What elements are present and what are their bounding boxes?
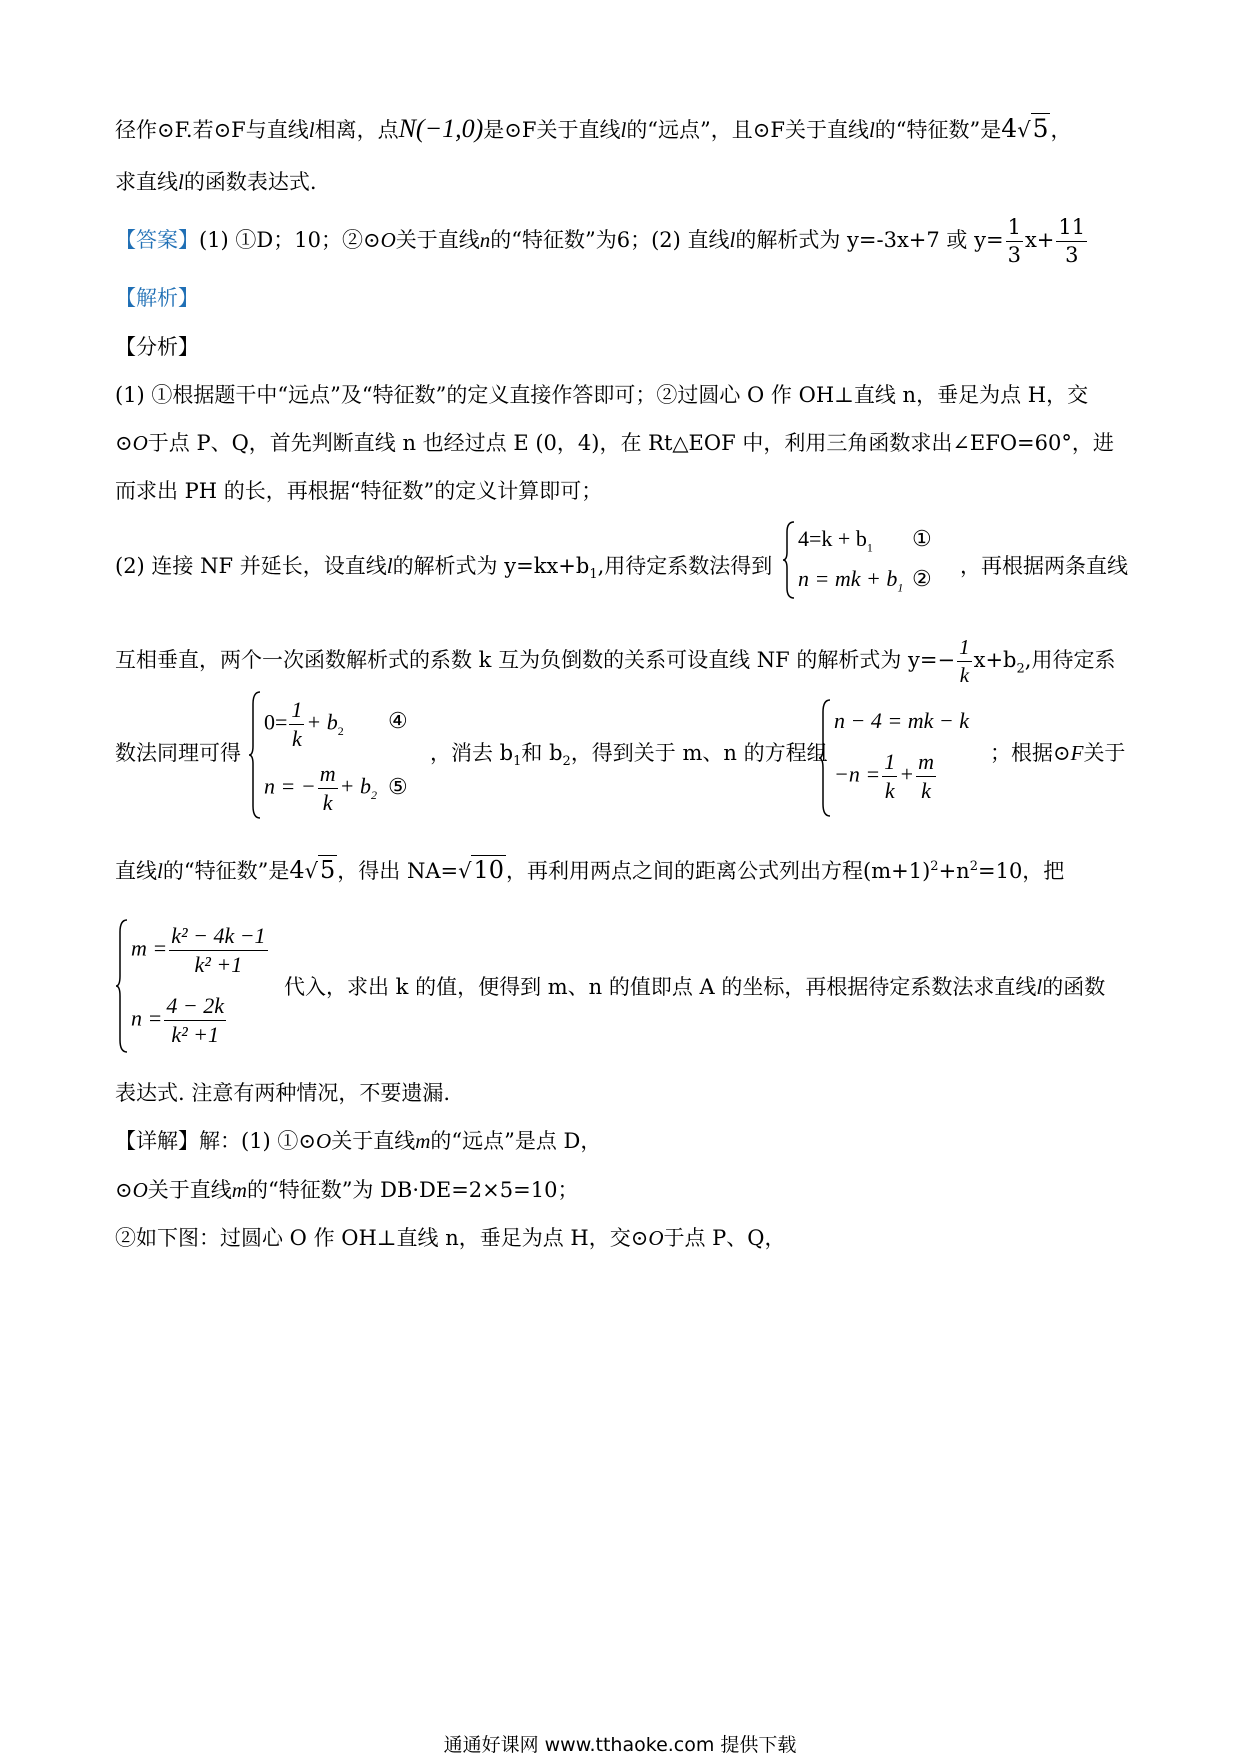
- text: 代入，求出 k 的值，便得到 m、n 的值即点 A 的坐标，再根据待定系数法求直线: [284, 975, 1037, 999]
- var-o: O: [132, 1178, 148, 1202]
- coefficient: 4: [1001, 114, 1018, 143]
- text: 于点 P、Q，: [663, 1226, 786, 1250]
- equation-system-1: $4=k + b_1$ ① n = mk + $b_1$ ②: [782, 520, 952, 600]
- text: 关于直线: [331, 1129, 416, 1153]
- text: x+: [1024, 228, 1055, 253]
- text: +n: [938, 859, 970, 883]
- text: 互相垂直，两个一次函数解析式的系数 k 互为负倒数的关系可设直线 NF 的解析式为 y=−: [115, 648, 956, 673]
- analysis-p1: (1) ①根据题干中“远点”及“特征数”的定义直接作答即可；②过圆心 O 作 OH⊥直线 n，垂足为点 H，交: [115, 383, 1089, 407]
- text: 的“远点”，且⊙F关于直线: [626, 118, 869, 142]
- subscript: 1: [513, 754, 522, 770]
- var-l: l: [308, 118, 315, 142]
- text: 是⊙F关于直线: [483, 118, 621, 142]
- text: ，消去 b: [430, 741, 514, 765]
- analysis-p6-start: 数法同理可得: [115, 741, 241, 765]
- detail-line-2: [115, 1180, 578, 1201]
- detail-line-1: [115, 1131, 601, 1152]
- analysis-p7: [115, 858, 1064, 882]
- equation-system-2: 0= $\frac{1}{k}$ + $b_2$ ④ n = − $\frac{m}{k}$ + $b_2$ ⑤: [248, 690, 428, 820]
- analysis-p5: [115, 636, 1115, 687]
- var-f: F: [1070, 741, 1084, 765]
- text: 于点 P、Q，首先判断直线 n 也经过点 E (0，4)，在 Rt△EOF 中，利用三角函数求出∠EFO=60°，进: [147, 431, 1114, 455]
- fraction: $\frac{1}{k}$: [959, 635, 970, 688]
- analysis-p6-mid: [430, 743, 828, 768]
- sqrt: √10: [458, 856, 505, 884]
- text: ；根据⊙: [990, 741, 1071, 765]
- analysis-p6-end: [990, 743, 1125, 764]
- analysis-p2: [115, 433, 1114, 454]
- brace-icon: [115, 918, 129, 1054]
- text: 【详解】解：(1) ①⊙: [115, 1129, 317, 1153]
- fenxi-tag: 【分析】: [115, 335, 199, 359]
- var-o: O: [648, 1226, 664, 1250]
- var-l: l: [729, 228, 736, 253]
- text: 的“特征数”是: [162, 859, 290, 883]
- subscript: 2: [1016, 661, 1025, 677]
- text: (2) 连接 NF 并延长，设直线: [115, 554, 387, 578]
- var-l: l: [1036, 975, 1043, 999]
- answer-line: [115, 216, 1089, 267]
- text: 的解析式为 y=kx+b: [392, 554, 590, 578]
- analysis-p4: [115, 556, 772, 581]
- detail-line-3: [115, 1228, 786, 1249]
- text: 径作⊙F.若⊙F与直线: [115, 118, 309, 142]
- sqrt: √5: [1017, 114, 1049, 143]
- text: 关于直线: [395, 228, 480, 253]
- text: ，再根据两条直线: [960, 554, 1128, 578]
- page-footer: 通通好课网 www.tthaoke.com 提供下载: [443, 1734, 797, 1756]
- text: ，: [1050, 118, 1072, 142]
- problem-line-1: [115, 116, 1071, 142]
- text: 关于: [1083, 741, 1126, 765]
- equation-system-3: n − 4 = mk − k −n = $\frac{1}{k}$ + $\frac{m}{k}$: [818, 698, 973, 818]
- text: ,用待定系数法得到: [597, 554, 773, 578]
- var-o: O: [380, 228, 396, 253]
- brace-icon: [782, 520, 796, 600]
- var-o: O: [132, 431, 148, 455]
- fraction: $\frac{11}{3}$: [1058, 215, 1086, 268]
- text: ，得到关于 m、n 的方程组: [570, 741, 828, 765]
- text: 的函数: [1042, 975, 1106, 999]
- text: x+b: [973, 648, 1017, 673]
- sqrt: √5: [304, 856, 336, 884]
- brace-icon: [248, 690, 262, 820]
- text: ，得出 NA=: [337, 859, 459, 883]
- text: 的函数表达式.: [183, 170, 317, 194]
- text: 关于直线: [147, 1178, 232, 1202]
- text: ,用待定系: [1024, 648, 1116, 673]
- analysis-p8: [284, 977, 1105, 998]
- equation-system-4: m = $\frac{\text{k² − 4k −1}}{\text{k² +1}}$ n = $\frac{4 - 2k}{\text{k² +1}}$: [115, 918, 285, 1054]
- jiexi-tag: 【解析】: [115, 286, 199, 310]
- var-m: m: [415, 1129, 431, 1153]
- text: ⊙: [115, 431, 133, 455]
- var-m: m: [231, 1178, 247, 1202]
- var-l: l: [178, 170, 184, 194]
- var-l: l: [620, 118, 627, 142]
- superscript: 2: [969, 859, 978, 874]
- problem-line-2: [115, 172, 317, 193]
- analysis-p9: 表达式. 注意有两种情况，不要遗漏.: [115, 1081, 451, 1105]
- text: 相离，点: [314, 118, 399, 142]
- text: 的“特征数”为 DB·DE=2×5=10；: [246, 1178, 579, 1202]
- coefficient: 4: [289, 856, 305, 884]
- answer-tag: 【答案】: [115, 228, 199, 253]
- text: 的解析式为 y=-3x+7 或 y=: [735, 228, 1004, 253]
- text: =10，把: [977, 859, 1065, 883]
- var-n: n: [479, 228, 491, 253]
- text: ，再利用两点之间的距离公式列出方程(m+1): [506, 859, 931, 883]
- text: 的“远点”是点 D，: [430, 1129, 602, 1153]
- text: 直线: [115, 859, 157, 883]
- text: 和 b: [521, 741, 563, 765]
- text: ⊙: [115, 1178, 133, 1202]
- subscript: 2: [562, 754, 571, 770]
- text: 的“特征数”为6；(2) 直线: [490, 228, 730, 253]
- var-l: l: [868, 118, 875, 142]
- var-l: l: [386, 554, 393, 578]
- text: 求直线: [115, 170, 178, 194]
- superscript: 2: [930, 859, 939, 874]
- point-n: N(−1,0): [398, 114, 484, 143]
- text: ②如下图：过圆心 O 作 OH⊥直线 n，垂足为点 H，交⊙: [115, 1226, 649, 1250]
- fraction: $\frac{1}{3}$: [1007, 215, 1021, 268]
- text: (1) ①D；10；②⊙: [199, 228, 381, 253]
- var-l: l: [157, 859, 163, 883]
- var-o: O: [316, 1129, 332, 1153]
- brace-icon: [818, 698, 832, 818]
- subscript: 1: [589, 567, 598, 583]
- text: 的“特征数”是: [874, 118, 1002, 142]
- analysis-p3: 而求出 PH 的长，再根据“特征数”的定义计算即可；: [115, 479, 603, 503]
